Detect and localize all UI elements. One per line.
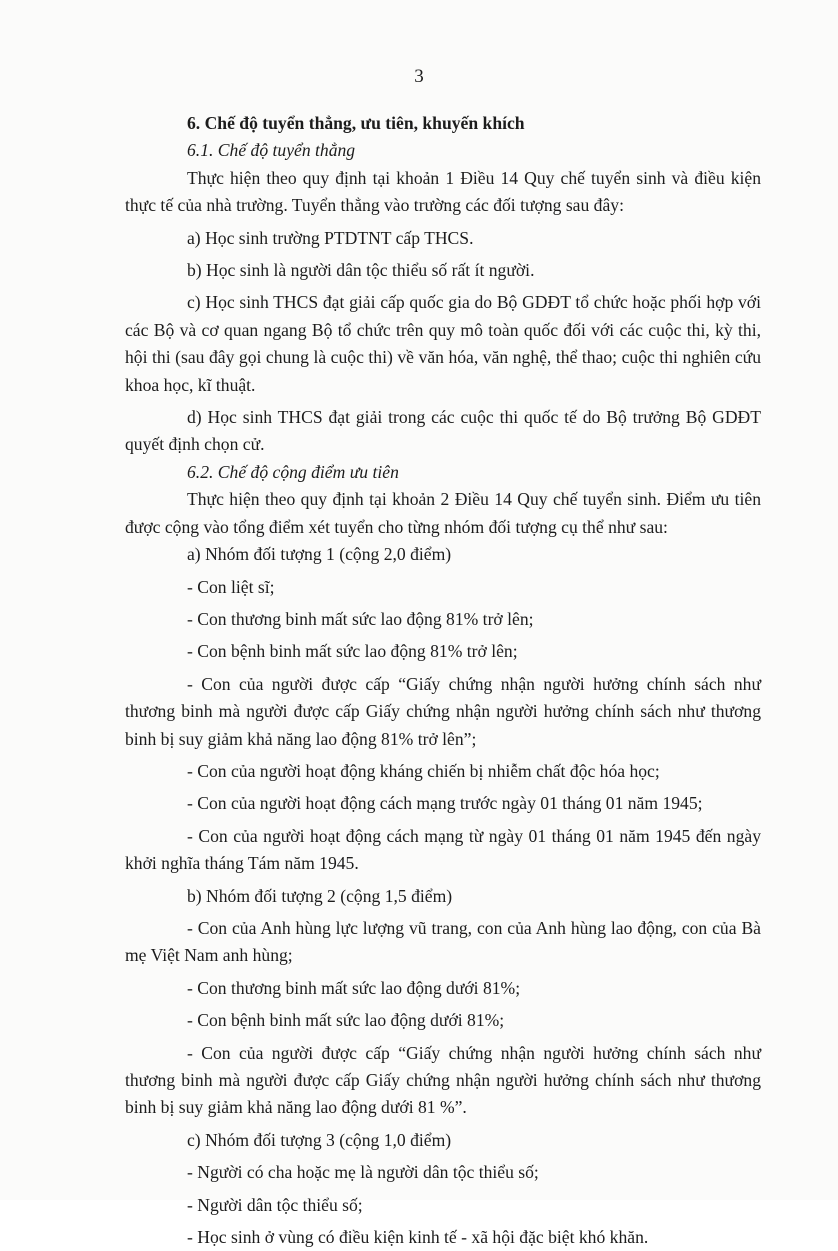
paragraph: Thực hiện theo quy định tại khoản 1 Điều 14 Quy chế tuyển sinh và điều kiện thực tế của nhà trường. Tuyển thẳng vào trường các đối tượng sau đây: [125,167,761,216]
group-heading: b) Nhóm đối tượng 2 (cộng 1,5 điểm) [187,885,453,906]
subsection-heading-6-1: 6.1. Chế độ tuyển thẳng [187,140,356,161]
list-item: - Con thương binh mất sức lao động dưới 81%; [187,977,521,998]
list-item: - Con của người hoạt động kháng chiến bị nhiễm chất độc hóa học; [187,760,660,781]
list-item: - Học sinh ở vùng có điều kiện kinh tế - xã hội đặc biệt khó khăn. [187,1227,649,1248]
list-item: - Con thương binh mất sức lao động 81% trở lên; [187,608,534,629]
page-content [125,110,761,1251]
list-item: - Con của Anh hùng lực lượng vũ trang, con của Anh hùng lao động, con của Bà mẹ Việt Nam anh hùng; [125,917,761,966]
list-item: a) Học sinh trường PTDTNT cấp THCS. [187,227,474,248]
page-number: 3 [414,66,424,87]
list-item: - Con bệnh binh mất sức lao động 81% trở lên; [187,641,518,662]
list-item: - Con của người hoạt động cách mạng trước ngày 01 tháng 01 năm 1945; [187,793,703,814]
list-item: d) Học sinh THCS đạt giải trong các cuộc thi quốc tế do Bộ trưởng Bộ GDĐT quyết định chọn cử. [125,407,761,455]
list-item: - Con bệnh binh mất sức lao động dưới 81%; [187,1010,505,1031]
list-item: - Con của người được cấp “Giấy chứng nhận người hưởng chính sách như thương binh mà người được cấp Giấy chứng nhận người hưởng chính sách như thương binh bị suy giảm khả năng lao động dưới 81 %”. [125,1042,761,1118]
section-heading: 6. Chế độ tuyển thẳng, ưu tiên, khuyến khích [187,113,525,133]
group-heading: a) Nhóm đối tượng 1 (cộng 2,0 điểm) [187,544,452,565]
list-item: - Con của người hoạt động cách mạng từ ngày 01 tháng 01 năm 1945 đến ngày khởi nghĩa tháng Tám năm 1945. [125,825,761,874]
group-heading: c) Nhóm đối tượng 3 (cộng 1,0 điểm) [187,1129,452,1150]
list-item: - Người dân tộc thiểu số; [187,1194,363,1215]
paragraph: Thực hiện theo quy định tại khoản 2 Điều 14 Quy chế tuyển sinh. Điểm ưu tiên được cộng vào tổng điểm xét tuyển cho từng nhóm đối tượng cụ thể như sau: [125,489,761,537]
list-item: - Con liệt sĩ; [187,576,275,597]
subsection-heading-6-2: 6.2. Chế độ cộng điểm ưu tiên [187,461,399,482]
list-item: c) Học sinh THCS đạt giải cấp quốc gia do Bộ GDĐT tổ chức hoặc phối hợp với các Bộ và cơ quan ngang Bộ tổ chức trên quy mô toàn quốc đối với các cuộc thi, kỳ thi, hội thi (sau đây gọi chung là cuộc thi) về văn hóa, văn nghệ, thể thao; cuộc thi nghiên cứu khoa học, kĩ thuật. [125,292,761,395]
list-item: b) Học sinh là người dân tộc thiểu số rất ít người. [187,260,535,281]
list-item: - Người có cha hoặc mẹ là người dân tộc thiểu số; [187,1162,539,1183]
list-item: - Con của người được cấp “Giấy chứng nhận người hưởng chính sách như thương binh mà người được cấp Giấy chứng nhận người hưởng chính sách như thương binh bị suy giảm khả năng lao động 81% trở lên”; [125,673,761,749]
